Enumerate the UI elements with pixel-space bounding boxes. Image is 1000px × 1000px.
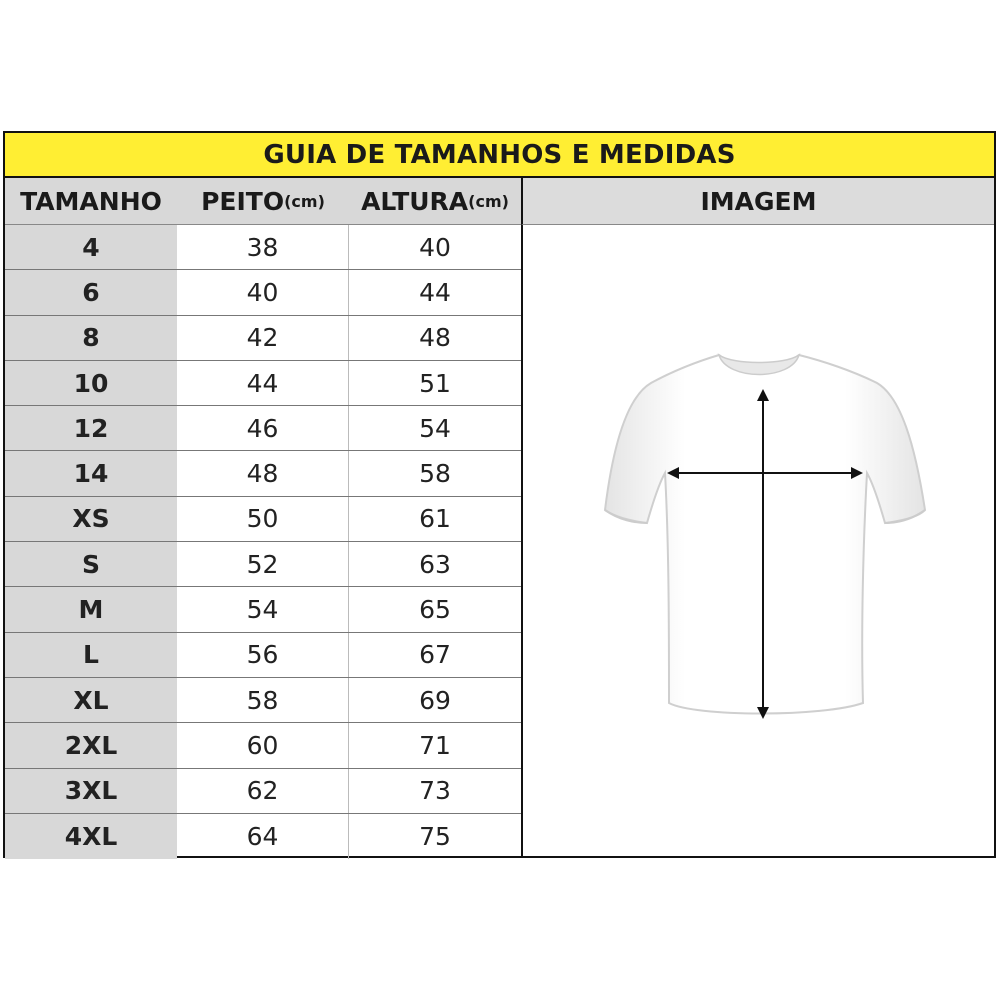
- size-cell: 10: [5, 361, 177, 405]
- chest-cell: 38: [177, 225, 349, 269]
- height-cell: 65: [419, 595, 451, 625]
- chest-cell: 56: [177, 633, 349, 677]
- height-cell: 73: [419, 776, 451, 806]
- chest-cell: 58: [177, 678, 349, 722]
- chest-cell: 64: [177, 814, 349, 859]
- table-row: [5, 542, 521, 587]
- chest-cell: 60: [177, 723, 349, 767]
- chest-cell: 52: [177, 542, 349, 586]
- chest-cell: 40: [177, 270, 349, 314]
- table-row: [5, 497, 521, 542]
- size-cell: 12: [5, 406, 177, 450]
- tshirt-illustration: [523, 225, 994, 856]
- tshirt-shape: [605, 355, 925, 714]
- chest-cell: 62: [177, 769, 349, 813]
- height-cell: 63: [419, 549, 451, 579]
- height-cell: 67: [419, 640, 451, 670]
- table-row: [5, 225, 521, 270]
- chest-cell: 54: [177, 587, 349, 631]
- tshirt-image-area: [521, 225, 994, 856]
- chest-cell: 50: [177, 497, 349, 541]
- size-cell: 3XL: [5, 769, 177, 813]
- header-image: [521, 178, 994, 225]
- header-height-unit: (cm): [468, 191, 509, 211]
- height-cell: 69: [419, 685, 451, 715]
- table-row: [5, 316, 521, 361]
- size-cell: XS: [5, 497, 177, 541]
- size-cell: 6: [5, 270, 177, 314]
- size-cell: XL: [5, 678, 177, 722]
- size-cell: S: [5, 542, 177, 586]
- size-cell: 8: [5, 316, 177, 360]
- header-height-label: ALTURA: [361, 186, 469, 216]
- size-rows: [5, 225, 521, 859]
- size-cell: M: [5, 587, 177, 631]
- height-cell: 44: [419, 277, 451, 307]
- height-cell: 75: [419, 822, 451, 851]
- height-cell: 71: [419, 730, 451, 760]
- chest-cell: 42: [177, 316, 349, 360]
- table-row: [5, 270, 521, 315]
- table-row: [5, 769, 521, 814]
- table-row: [5, 406, 521, 451]
- height-cell: 48: [419, 323, 451, 353]
- size-cell: 4XL: [5, 814, 177, 859]
- header-size-label: TAMANHO: [20, 186, 162, 216]
- height-cell: 40: [419, 232, 451, 262]
- header-size: [5, 178, 177, 225]
- table-row: [5, 587, 521, 632]
- chest-cell: 46: [177, 406, 349, 450]
- chest-cell: 44: [177, 361, 349, 405]
- size-cell: L: [5, 633, 177, 677]
- header-image-label: IMAGEM: [700, 186, 817, 216]
- table-title: GUIA DE TAMANHOS E MEDIDAS: [5, 133, 994, 178]
- table-row: [5, 633, 521, 678]
- table-row: [5, 678, 521, 723]
- header-chest-label: PEITO: [201, 186, 285, 216]
- header-height: [349, 178, 521, 225]
- chest-cell: 48: [177, 451, 349, 495]
- size-cell: 4: [5, 225, 177, 269]
- height-cell: 51: [419, 368, 451, 398]
- table-row: [5, 451, 521, 496]
- height-cell: 61: [419, 504, 451, 534]
- table-row: [5, 361, 521, 406]
- size-guide-table: [3, 131, 996, 858]
- header-chest: [177, 178, 349, 225]
- table-row: [5, 814, 521, 859]
- height-cell: 58: [419, 459, 451, 489]
- size-cell: 2XL: [5, 723, 177, 767]
- height-cell: 54: [419, 413, 451, 443]
- table-row: [5, 723, 521, 768]
- size-cell: 14: [5, 451, 177, 495]
- header-chest-unit: (cm): [284, 191, 325, 211]
